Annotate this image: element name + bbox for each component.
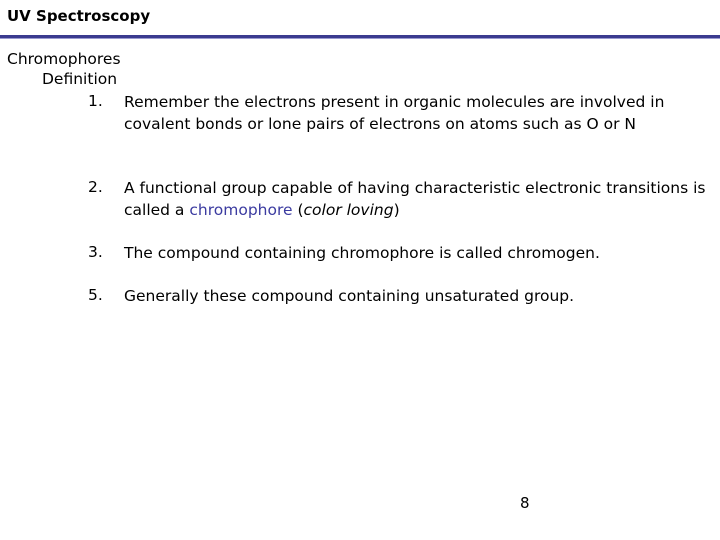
term-gloss: color loving [303, 201, 394, 219]
item-text: Generally these compound containing unsaturated group. [124, 287, 575, 305]
subsection-heading: Definition [42, 70, 118, 88]
item-number: 3. [88, 243, 103, 261]
page-number: 8 [520, 494, 530, 512]
item-number: 2. [88, 178, 103, 196]
item-text-start: A functional group capable of having characteristic electronic transitions is called a [124, 179, 706, 219]
item-number: 1. [88, 92, 103, 110]
item-text: The compound containing chromophore is called chromogen. [124, 244, 600, 262]
chromophore-term: chromophore [189, 201, 293, 219]
item-text: Remember the electrons present in organic molecules are involved in covalent bonds or lone pairs of electrons on atoms such as O or N [124, 93, 665, 133]
paren-close: ) [393, 201, 400, 219]
item-number: 5. [88, 286, 103, 304]
paren-open: ( [292, 201, 304, 219]
item-text [124, 177, 716, 221]
slide-title: UV Spectroscopy [7, 7, 151, 25]
title-rule-shadow [0, 38, 720, 39]
section-heading: Chromophores [7, 50, 121, 68]
